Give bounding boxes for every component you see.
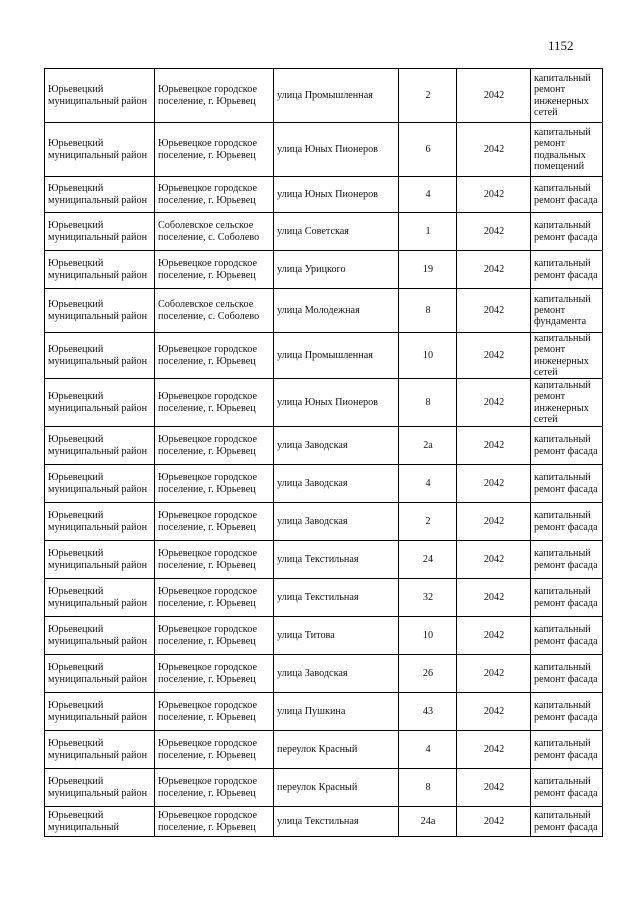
street-cell: улица Юных Пионеров: [274, 123, 399, 177]
street-cell: улица Юных Пионеров: [274, 379, 399, 427]
district-cell: Юрьевецкий муниципальный район: [45, 617, 155, 655]
table-row: [45, 333, 603, 379]
street-cell: улица Заводская: [274, 503, 399, 541]
table-row: [45, 465, 603, 503]
table-row: [45, 379, 603, 427]
table-row: [45, 579, 603, 617]
work-type-cell: капитальный ремонт фасада: [531, 541, 603, 579]
year-cell: 2042: [457, 465, 531, 503]
work-type-cell: капитальный ремонт фундамента: [531, 289, 603, 333]
year-cell: 2042: [457, 123, 531, 177]
year-cell: 2042: [457, 541, 531, 579]
street-cell: улица Заводская: [274, 655, 399, 693]
settlement-cell: Юрьевецкое городское поселение, г. Юрьевец: [155, 123, 274, 177]
house-number-cell: 26: [399, 655, 457, 693]
house-number-cell: 2: [399, 69, 457, 123]
work-type-cell: капитальный ремонт фасада: [531, 251, 603, 289]
street-cell: улица Пушкина: [274, 693, 399, 731]
house-number-cell: 24а: [399, 807, 457, 837]
year-cell: 2042: [457, 617, 531, 655]
year-cell: 2042: [457, 769, 531, 807]
settlement-cell: Юрьевецкое городское поселение, г. Юрьевец: [155, 503, 274, 541]
district-cell: Юрьевецкий муниципальный район: [45, 731, 155, 769]
settlement-cell: Юрьевецкое городское поселение, г. Юрьевец: [155, 655, 274, 693]
street-cell: улица Молодежная: [274, 289, 399, 333]
settlement-cell: Юрьевецкое городское поселение, г. Юрьевец: [155, 693, 274, 731]
house-number-cell: 2: [399, 503, 457, 541]
work-type-cell: капитальный ремонт подвальных помещений: [531, 123, 603, 177]
work-type-cell: капитальный ремонт инженерных сетей: [531, 333, 603, 379]
year-cell: 2042: [457, 427, 531, 465]
house-number-cell: 43: [399, 693, 457, 731]
district-cell: Юрьевецкий муниципальный район: [45, 427, 155, 465]
house-number-cell: 8: [399, 769, 457, 807]
district-cell: Юрьевецкий муниципальный район: [45, 579, 155, 617]
work-type-cell: капитальный ремонт фасада: [531, 177, 603, 213]
street-cell: улица Урицкого: [274, 251, 399, 289]
work-type-cell: капитальный ремонт инженерных сетей: [531, 69, 603, 123]
house-number-cell: 8: [399, 289, 457, 333]
year-cell: 2042: [457, 333, 531, 379]
year-cell: 2042: [457, 655, 531, 693]
district-cell: Юрьевецкий муниципальный район: [45, 289, 155, 333]
street-cell: улица Титова: [274, 617, 399, 655]
page-number: 1152: [548, 38, 574, 53]
district-cell: Юрьевецкий муниципальный район: [45, 655, 155, 693]
work-type-cell: капитальный ремонт фасада: [531, 807, 603, 837]
table-row: [45, 251, 603, 289]
house-number-cell: 2а: [399, 427, 457, 465]
table-row: [45, 541, 603, 579]
street-cell: улица Промышленная: [274, 333, 399, 379]
district-cell: Юрьевецкий муниципальный район: [45, 69, 155, 123]
table-row: [45, 289, 603, 333]
settlement-cell: Юрьевецкое городское поселение, г. Юрьевец: [155, 379, 274, 427]
street-cell: улица Текстильная: [274, 541, 399, 579]
work-type-cell: капитальный ремонт фасада: [531, 465, 603, 503]
work-type-cell: капитальный ремонт фасада: [531, 655, 603, 693]
house-number-cell: 32: [399, 579, 457, 617]
year-cell: 2042: [457, 177, 531, 213]
district-cell: Юрьевецкий муниципальный район: [45, 693, 155, 731]
house-number-cell: 24: [399, 541, 457, 579]
district-cell: Юрьевецкий муниципальный район: [45, 541, 155, 579]
house-number-cell: 4: [399, 731, 457, 769]
table-row: [45, 655, 603, 693]
street-cell: улица Советская: [274, 213, 399, 251]
table-row: [45, 427, 603, 465]
settlement-cell: Юрьевецкое городское поселение, г. Юрьевец: [155, 427, 274, 465]
street-cell: улица Текстильная: [274, 807, 399, 837]
district-cell: Юрьевецкий муниципальный район: [45, 213, 155, 251]
year-cell: 2042: [457, 503, 531, 541]
street-cell: улица Заводская: [274, 427, 399, 465]
street-cell: улица Заводская: [274, 465, 399, 503]
district-cell: Юрьевецкий муниципальный: [45, 807, 155, 837]
table-row: [45, 123, 603, 177]
district-cell: Юрьевецкий муниципальный район: [45, 769, 155, 807]
table-row: [45, 617, 603, 655]
district-cell: Юрьевецкий муниципальный район: [45, 123, 155, 177]
work-type-cell: капитальный ремонт инженерных сетей: [531, 379, 603, 427]
street-cell: улица Текстильная: [274, 579, 399, 617]
settlement-cell: Юрьевецкое городское поселение, г. Юрьевец: [155, 541, 274, 579]
work-type-cell: капитальный ремонт фасада: [531, 731, 603, 769]
year-cell: 2042: [457, 807, 531, 837]
district-cell: Юрьевецкий муниципальный район: [45, 503, 155, 541]
district-cell: Юрьевецкий муниципальный район: [45, 379, 155, 427]
settlement-cell: Юрьевецкое городское поселение, г. Юрьевец: [155, 579, 274, 617]
house-number-cell: 4: [399, 177, 457, 213]
work-type-cell: капитальный ремонт фасада: [531, 579, 603, 617]
settlement-cell: Юрьевецкое городское поселение, г. Юрьевец: [155, 769, 274, 807]
work-type-cell: капитальный ремонт фасада: [531, 213, 603, 251]
year-cell: 2042: [457, 379, 531, 427]
table-row: [45, 807, 603, 837]
house-number-cell: 10: [399, 333, 457, 379]
table-row: [45, 769, 603, 807]
year-cell: 2042: [457, 289, 531, 333]
work-type-cell: капитальный ремонт фасада: [531, 617, 603, 655]
year-cell: 2042: [457, 731, 531, 769]
house-number-cell: 6: [399, 123, 457, 177]
settlement-cell: Юрьевецкое городское поселение, г. Юрьевец: [155, 465, 274, 503]
district-cell: Юрьевецкий муниципальный район: [45, 251, 155, 289]
table-row: [45, 69, 603, 123]
settlement-cell: Юрьевецкое городское поселение, г. Юрьевец: [155, 177, 274, 213]
work-type-cell: капитальный ремонт фасада: [531, 427, 603, 465]
settlement-cell: Юрьевецкое городское поселение, г. Юрьевец: [155, 251, 274, 289]
settlement-cell: Юрьевецкое городское поселение, г. Юрьевец: [155, 69, 274, 123]
repair-schedule-table: [44, 68, 603, 837]
work-type-cell: капитальный ремонт фасада: [531, 693, 603, 731]
district-cell: Юрьевецкий муниципальный район: [45, 333, 155, 379]
house-number-cell: 19: [399, 251, 457, 289]
settlement-cell: Юрьевецкое городское поселение, г. Юрьевец: [155, 731, 274, 769]
settlement-cell: Юрьевецкое городское поселение, г. Юрьевец: [155, 333, 274, 379]
year-cell: 2042: [457, 251, 531, 289]
year-cell: 2042: [457, 579, 531, 617]
settlement-cell: Юрьевецкое городское поселение, г. Юрьевец: [155, 617, 274, 655]
settlement-cell: Юрьевецкое городское поселение, г. Юрьевец: [155, 807, 274, 837]
work-type-cell: капитальный ремонт фасада: [531, 503, 603, 541]
table-row: [45, 731, 603, 769]
street-cell: улица Юных Пионеров: [274, 177, 399, 213]
house-number-cell: 8: [399, 379, 457, 427]
work-type-cell: капитальный ремонт фасада: [531, 769, 603, 807]
street-cell: переулок Красный: [274, 769, 399, 807]
house-number-cell: 10: [399, 617, 457, 655]
settlement-cell: Соболевское сельское поселение, с. Соболево: [155, 289, 274, 333]
table-row: [45, 213, 603, 251]
street-cell: улица Промышленная: [274, 69, 399, 123]
house-number-cell: 4: [399, 465, 457, 503]
settlement-cell: Соболевское сельское поселение, с. Соболево: [155, 213, 274, 251]
year-cell: 2042: [457, 213, 531, 251]
district-cell: Юрьевецкий муниципальный район: [45, 465, 155, 503]
table-row: [45, 693, 603, 731]
district-cell: Юрьевецкий муниципальный район: [45, 177, 155, 213]
table-row: [45, 177, 603, 213]
street-cell: переулок Красный: [274, 731, 399, 769]
table-row: [45, 503, 603, 541]
year-cell: 2042: [457, 69, 531, 123]
house-number-cell: 1: [399, 213, 457, 251]
year-cell: 2042: [457, 693, 531, 731]
